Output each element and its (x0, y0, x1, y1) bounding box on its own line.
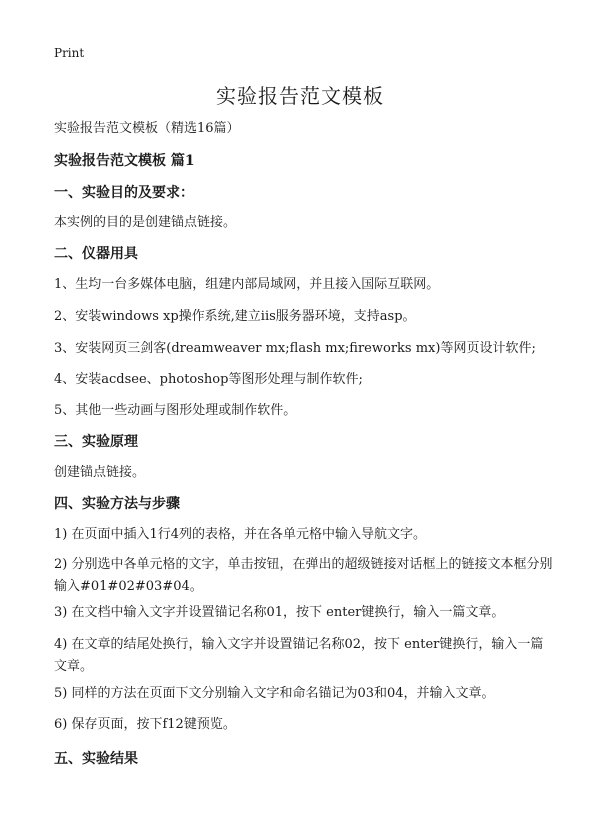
section-heading-objectives: 一、实验目的及要求： (54, 185, 194, 201)
document-title: 实验报告范文模板 (216, 84, 384, 108)
objectives-text: 本实例的目的是创建锚点链接。 (54, 215, 237, 230)
method-step: 6) 保存页面，按下f12键预览。 (54, 717, 236, 732)
document-subtitle: 实验报告范文模板（精选16篇） (54, 121, 240, 136)
print-link[interactable]: Print (54, 46, 85, 60)
part-heading: 实验报告范文模板 篇1 (54, 153, 195, 169)
equipment-item: 4、安装acdsee、photoshop等图形处理与制作软件; (54, 372, 363, 387)
equipment-item: 1、生均一台多媒体电脑，组建内部局域网，并且接入国际互联网。 (54, 277, 440, 292)
method-step: 4) 在文章的结尾处换行，输入文字并设置锚记名称02，按下 enter键换行，输入一篇文章。 (54, 637, 544, 674)
section-heading-principle: 三、实验原理 (54, 434, 138, 450)
equipment-item: 3、安装网页三剑客(dreamweaver mx;flash mx;fireworks mx)等网页设计软件; (54, 341, 536, 356)
principle-text: 创建锚点链接。 (54, 465, 146, 480)
section-heading-method: 四、实验方法与步骤 (54, 496, 180, 512)
section-heading-equipment: 二、仪器用具 (54, 246, 138, 262)
method-step: 1) 在页面中插入1行4列的表格，并在各单元格中输入导航文字。 (54, 527, 427, 542)
method-step: 5) 同样的方法在页面下文分别输入文字和命名锚记为03和04，并输入文章。 (54, 686, 495, 701)
section-heading-results: 五、实验结果 (54, 751, 138, 767)
method-step: 2) 分别选中各单元格的文字，单击按钮，在弹出的超级链接对话框上的链接文本框分别输入#01#02#03#04。 (54, 557, 553, 594)
equipment-item: 2、安装windows xp操作系统,建立iis服务器环境，支持asp。 (54, 309, 416, 324)
equipment-item: 5、其他一些动画与图形处理或制作软件。 (54, 403, 297, 418)
method-step: 3) 在文档中输入文字并设置锚记名称01，按下 enter键换行，输入一篇文章。 (54, 605, 505, 620)
